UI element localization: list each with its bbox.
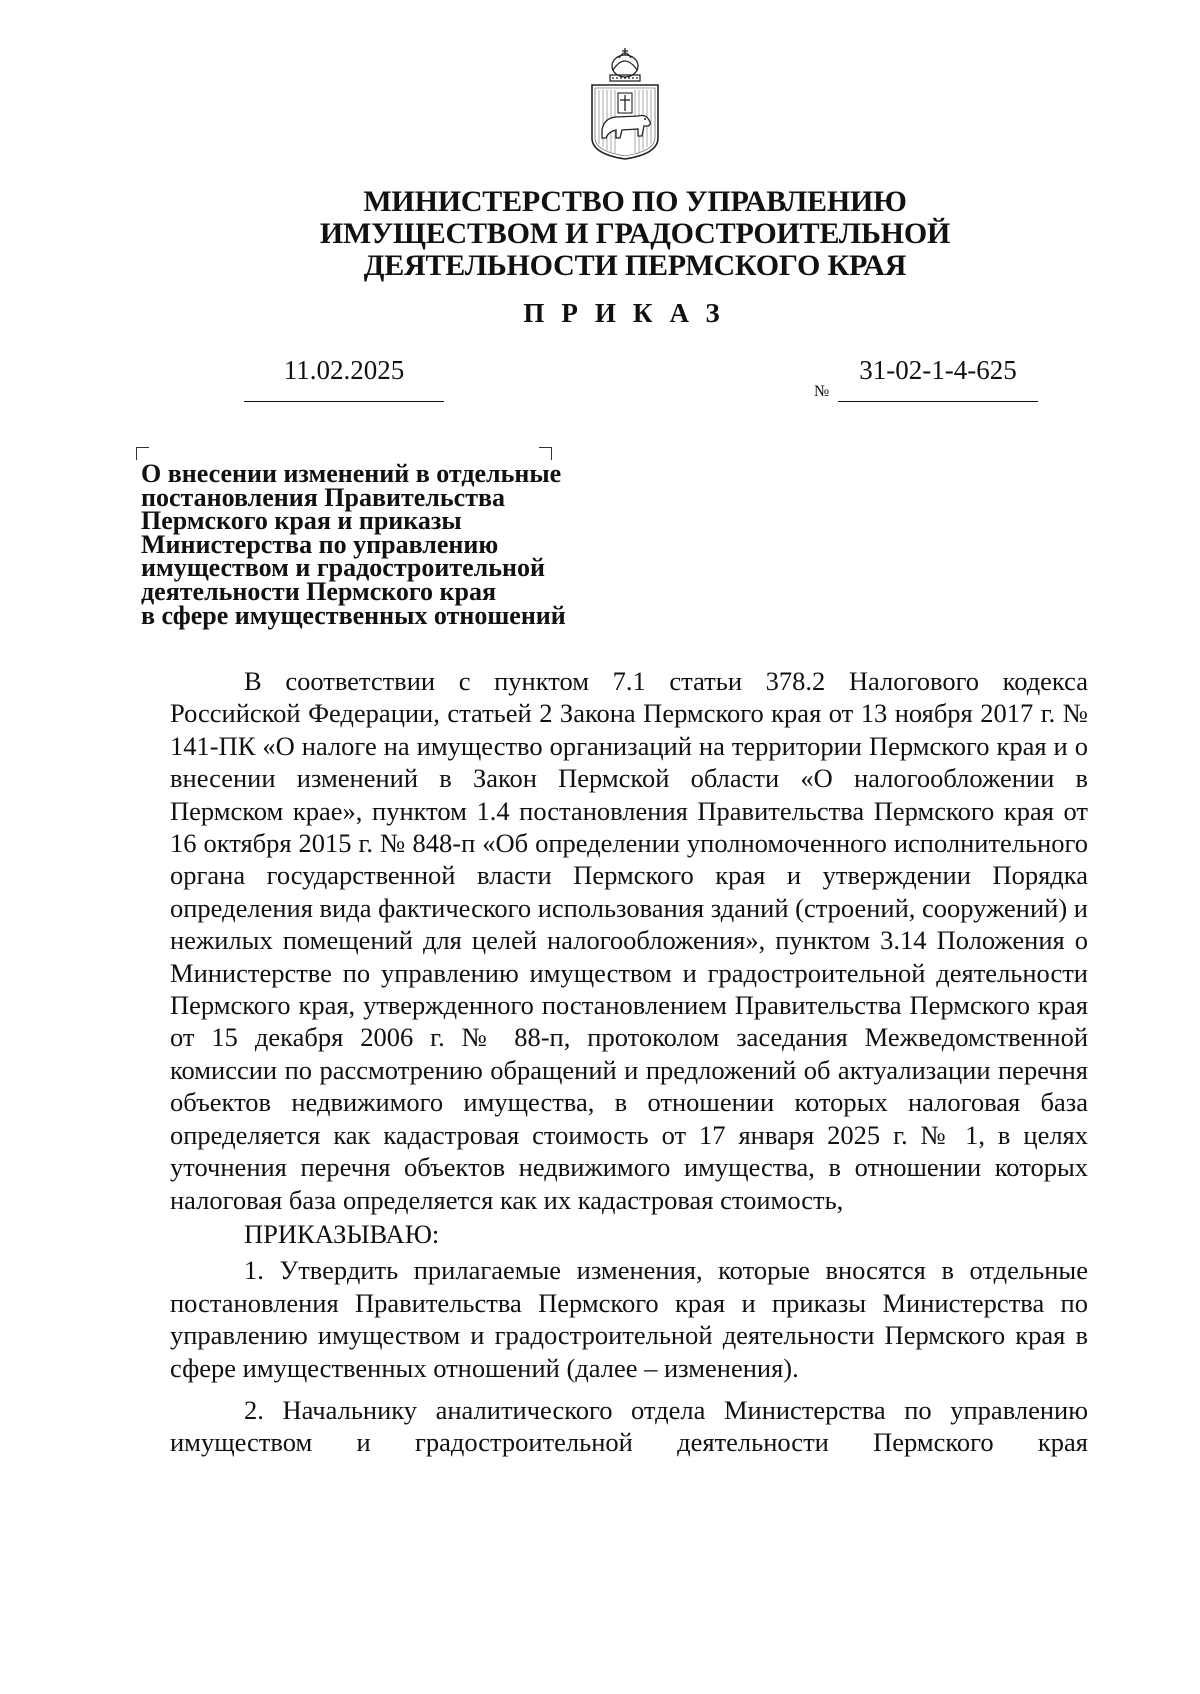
subject-line: имуществом и градостроительной bbox=[141, 553, 545, 583]
subject-line: Пермского края и приказы bbox=[141, 506, 462, 536]
subject-line: Министерства по управлению bbox=[141, 529, 499, 559]
preamble-paragraph: В соответствии с пунктом 7.1 статьи 378.2 Налогового кодекса Российской Федерации, статьей 2 Закона Пермского края от 13 ноября 2017 г. № 141-ПК «О налоге на имущество организаций на территории Пермского края и о внесении изменений в Закон Пермской области «О налогообложении в Пермском крае», пунктом 1.4 постановления Правительства Пермского края от 16 октября 2015 г. № 848-п «Об определении уполномоченного исполнительного органа государственной власти Пермского края и утверждении Порядка определения вида фактического использования зданий (строений, сооружений) и нежилых помещений для целей налогообложения», пунктом 3.14 Положения о Министерстве по управлению имуществом и градостроительной деятельности Пермского края, утвержденного постановлением Правительства Пермского края от 15 декабря 2006 г. № 88-п, протоколом заседания Межведомственной комиссии по рассмотрению обращений и предложений об актуализации перечня объектов недвижимого имущества, в отношении которых налоговая база определяется как кадастровая стоимость от 17 января 2025 г. № 1, в целях уточнения перечня объектов недвижимого имущества, в отношении которых налоговая база определяется как их кадастровая стоимость, bbox=[170, 666, 1088, 1215]
document-date: 11.02.2025 bbox=[283, 355, 405, 385]
document-subject bbox=[141, 459, 621, 630]
document-body bbox=[170, 665, 1088, 1459]
document-type: ПРИКАЗ bbox=[523, 298, 737, 328]
ministry-title-line: ИМУЩЕСТВОМ И ГРАДОСТРОИТЕЛЬНОЙ bbox=[319, 217, 951, 250]
order-word: ПРИКАЗЫВАЮ: bbox=[244, 1218, 440, 1249]
subject-line: О внесении изменений в отдельные bbox=[141, 459, 562, 488]
subject-line: постановления Правительства bbox=[141, 482, 505, 512]
perm-krai-coat-of-arms-icon bbox=[586, 46, 664, 162]
ministry-title-line: ДЕЯТЕЛЬНОСТИ ПЕРМСКОГО КРАЯ bbox=[363, 249, 907, 282]
subject-line: деятельности Пермского края bbox=[141, 576, 497, 606]
ministry-title bbox=[250, 186, 1020, 282]
order-item-2: 2. Начальнику аналитического отдела Министерства по управлению имуществом и градостроительной деятельности Пермского края bbox=[170, 1394, 1088, 1458]
document-number: 31-02-1-4-625 bbox=[859, 355, 1017, 385]
order-item-1: 1. Утвердить прилагаемые изменения, которые вносятся в отдельные постановления Правительства Пермского края и приказы Министерства по управлению имуществом и градостроительной деятельности Пермского края в сфере имущественных отношений (далее – изменения). bbox=[170, 1255, 1088, 1383]
date-field bbox=[244, 355, 444, 402]
ministry-title-line: МИНИСТЕРСТВО ПО УПРАВЛЕНИЮ bbox=[363, 185, 907, 218]
subject-line: в сфере имущественных отношений bbox=[141, 600, 566, 630]
number-label: № bbox=[814, 383, 830, 400]
number-field bbox=[838, 355, 1038, 402]
